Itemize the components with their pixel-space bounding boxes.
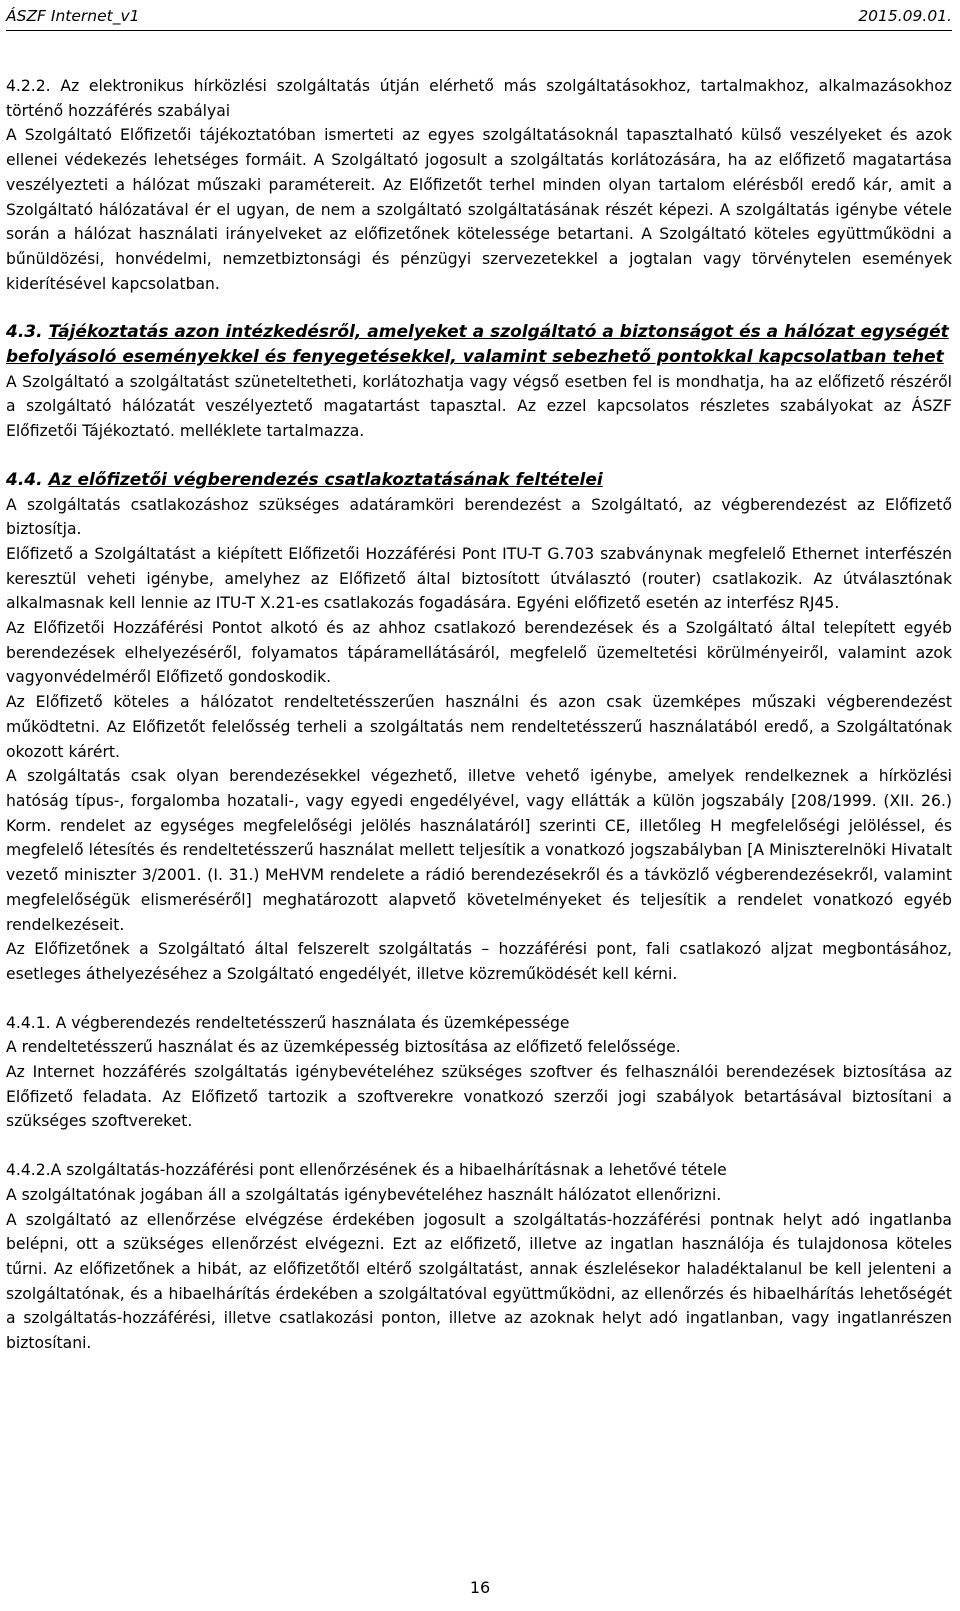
section-4-4-paragraph: A szolgáltatás csatlakozáshoz szükséges adatáramköri berendezést a Szolgáltató, az végberendezést az Előfizető biztosítja. — [6, 495, 952, 539]
section-4-4-2-paragraph: A szolgáltató az ellenőrzése elvégzése érdekében jogosult a szolgáltatás-hozzáférési pontnak helyt adó ingatlanba belépni, ott a szükséges ellenőrzést elvégezni. Ezt az előfizető, illetve az ingatlan használója és tulajdonosa köteles tűrni. Az előfizetőnek a hibát, az előfizetőtől eltérő szolgáltatást, annak észlelésekor haladéktalanul be kell jelenteni a szolgáltatónak, és a hibaelhárítás érdekében a szolgáltatóval együttműködni, az ellenőrzés és hibaelhárítás lehetőségét a szolgáltatás-hozzáférési, illetve csatlakozási ponton, illetve az azoknak helyt adó ingatlanban, vagy ingatlanrészen biztosítani. — [6, 1210, 952, 1353]
section-4-4-heading — [6, 468, 952, 493]
page-header — [6, 6, 952, 31]
section-4-3-heading — [6, 320, 952, 369]
section-4-4-2-title: 4.4.2.A szolgáltatás-hozzáférési pont ellenőrzésének és a hibaelhárításnak a lehetővé tétele — [6, 1161, 727, 1180]
section-4-4-1-paragraph: A rendeltetésszerű használat és az üzemképesség biztosítása az előfizető felelőssége. — [6, 1038, 681, 1057]
section-4-3-body: A Szolgáltató a szolgáltatást szüneteltetheti, korlátozhatja vagy végső esetben fel is mondhatja, ha az előfizető részéről a szolgáltató hálózatát veszélyeztető magatartást tapasztal. Az ezzel kapcsolatos részletes szabályokat az ÁSZF Előfizetői Tájékoztató. melléklete tartalmazza. — [6, 372, 952, 441]
header-date: 2015.09.01. — [858, 7, 952, 25]
section-4-4-number: 4.4. — [6, 469, 43, 490]
section-4-2-2-title: 4.2.2. Az elektronikus hírközlési szolgáltatás útján elérhető más szolgáltatásokhoz, tartalmakhoz, alkalmazásokhoz történő hozzáférés szabályai — [6, 77, 952, 120]
section-4-4-paragraph: Az Előfizetői Hozzáférési Pontot alkotó és az ahhoz csatlakozó berendezések és a Szolgáltató által telepített egyéb berendezések elhelyezéséről, folyamatos tápáramellátásáról, megfelelő üzemeltetési körülményeiről, valamint azok vagyonvédelméről Előfizető gondoskodik. — [6, 619, 952, 687]
section-4-3-title: Tájékoztatás azon intézkedésről, amelyeket a szolgáltató a biztonságot és a hálózat egységét befolyásoló eseményekkel és fenyegetésekkel, valamint sebezhető pontokkal kapcsolatban tehet — [6, 322, 949, 368]
section-4-4-2-paragraph: A szolgáltatónak jogában áll a szolgáltatás igénybevételéhez használt hálózatot ellenőrizni. — [6, 1185, 722, 1204]
section-4-3-number: 4.3. — [6, 322, 43, 343]
page-number: 16 — [469, 1578, 491, 1597]
section-4-4-paragraph: A szolgáltatás csak olyan berendezésekkel végezhető, illetve vehető igénybe, amelyek rendelkeznek a hírközlési hatóság típus-, forgalomba hozatali-, vagy egyedi engedélyével, vagy ellátták a külön jogszabály [208/1999. (XII. 26.) Korm. rendelet az egységes megfelelőségi jelölés használatáról] szerinti CE, illetőleg H megfelelőségi jelöléssel, és megfelelő létesítés és rendeltetésszerű használat mellett teljesítik a vonatkozó jogszabályban [A Miniszterelnöki Hivatalt vezető miniszter 3/2001. (I. 31.) MeHVM rendelete a rádió berendezésekről és a távközlő végberendezésekről, valamint megfelelőségük elismeréséről] meghatározott alapvető követelményeket és teljesítik a rendelet vonatkozó egyéb rendelkezéseit. — [6, 767, 952, 934]
section-4-4-paragraph: Előfizető a Szolgáltatást a kiépített Előfizetői Hozzáférési Pont ITU-T G.703 szabványnak megfelelő Ethernet interfészén keresztül veheti igénybe, amelyhez az Előfizető által biztosított útválasztó (router) csatlakozik. Az útválasztónak alkalmasnak kell lennie az ITU-T X.21-es csatlakozás fogadására. Egyéni előfizető esetén az interfész RJ45. — [6, 544, 952, 613]
section-4-2-2-body: A Szolgáltató Előfizetői tájékoztatóban ismerteti az egyes szolgáltatásoknál tapasztalható külső veszélyeket és azok ellenei védekezés lehetséges formáit. A Szolgáltató jogosult a szolgáltatás korlátozására, ha az előfizető magatartása veszélyezteti a hálózat műszaki paramétereit. Az Előfizetőt terhel minden olyan tartalom elérésből eredő kár, amit a Szolgáltató hálózatával ér el ugyan, de nem a szolgáltató szolgáltatásának részét képezi. A szolgáltatás igénybe vétele során a hálózat használati irányelveket az előfizetőnek kötelessége betartani. A Szolgáltató köteles együttműködni a bűnüldözési, honvédelmi, nemzetbiztonsági és pénzügyi szervezetekkel a jogtalan vagy törvénytelen események kiderítésével kapcsolatban. — [6, 126, 952, 293]
header-document-title: ÁSZF Internet_v1 — [6, 7, 140, 25]
section-4-4-1-paragraph: Az Internet hozzáférés szolgáltatás igénybevételéhez szükséges szoftver és felhasználói berendezések biztosítása az Előfizető feladata. Az Előfizető tartozik a szoftverekre vonatkozó szerzői jogi szabályok betartásával biztosítani a szükséges szoftvereket. — [6, 1063, 952, 1131]
section-4-4-title: Az előfizetői végberendezés csatlakoztatásának feltételei — [48, 469, 603, 490]
page-content — [6, 74, 952, 1356]
section-4-4-paragraph: Az Előfizető köteles a hálózatot rendeltetésszerűen használni és azon csak üzemképes műszaki végberendezést működtetni. Az Előfizetőt felelősség terheli a szolgáltatás nem rendeltetésszerű használatából eredő, a Szolgáltatónak okozott kárért. — [6, 693, 952, 761]
section-4-4-paragraph: Az Előfizetőnek a Szolgáltató által felszerelt szolgáltatás – hozzáférési pont, fali csatlakozó aljzat megbontásához, esetleges áthelyezéséhez a Szolgáltató engedélyét, illetve közreműködését kell kérni. — [6, 940, 952, 983]
section-4-4-1-title: 4.4.1. A végberendezés rendeltetésszerű használata és üzemképessége — [6, 1013, 570, 1032]
